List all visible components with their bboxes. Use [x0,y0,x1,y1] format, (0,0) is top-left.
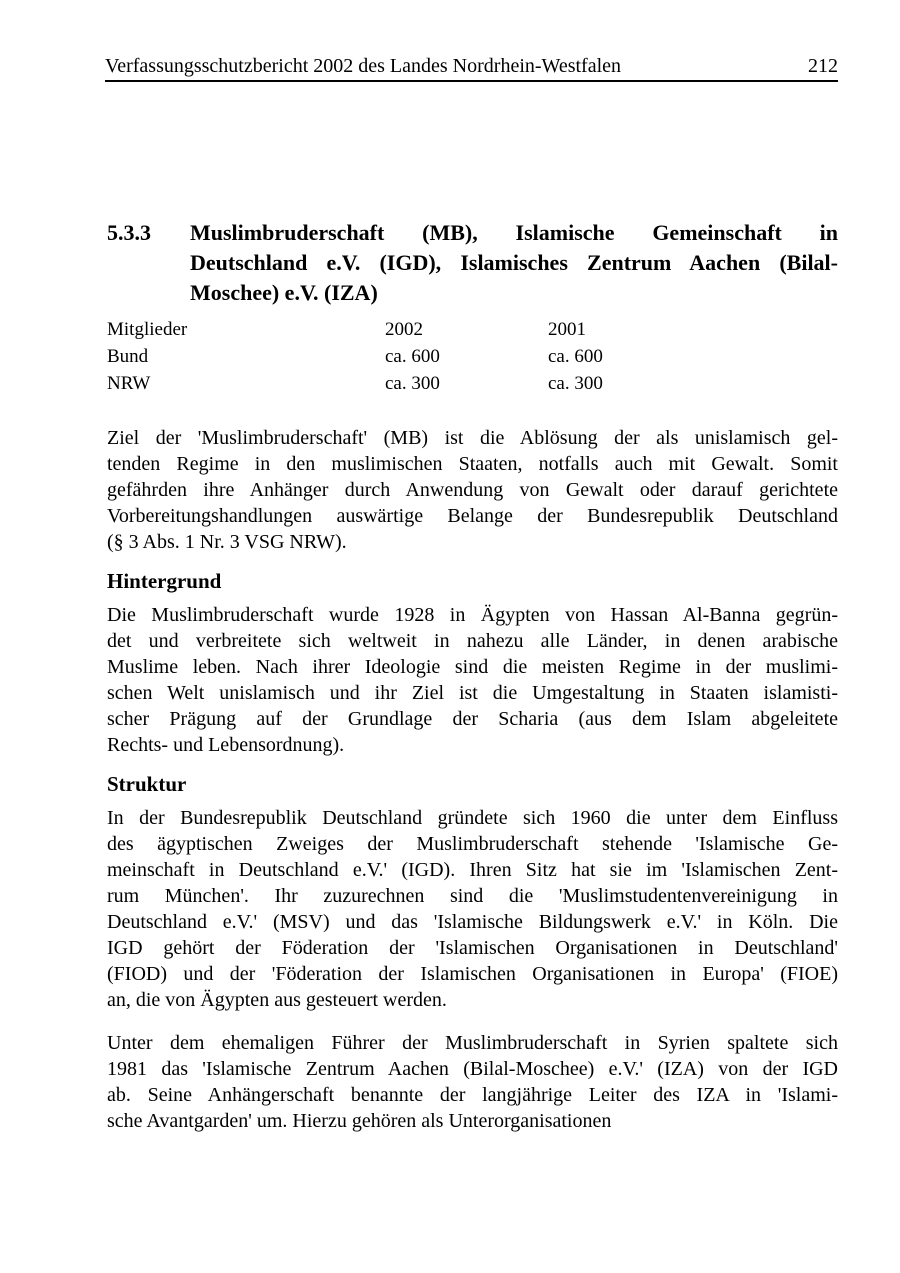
page-number: 212 [808,55,838,77]
text-line: schen Welt unislamisch und ihr Ziel ist die Umgestaltung in Staaten islamisti- [107,682,838,704]
text-line: Rechts- und Lebensordnung). [107,734,345,756]
text-line: tenden Regime in den muslimischen Staaten, notfalls auch mit Gewalt. Somit [107,453,838,475]
section-subheading: Hintergrund [107,569,222,593]
paragraph [107,805,838,1013]
section-title-line: Moschee) e.V. (IZA) [190,280,378,305]
table-row [107,370,838,397]
text-line: meinschaft in Deutschland e.V.' (IGD). Ihren Sitz hat sie im 'Islamischen Zent- [107,859,838,881]
members-table [107,316,838,397]
text-line: an, die von Ägypten aus gesteuert werden. [107,989,447,1011]
document-body [107,425,838,1134]
text-line: (FIOD) und der 'Föderation der Islamischen Organisationen in Europa' (FIOE) [107,963,838,985]
text-line: det und verbreitete sich weltweit in nahezu alle Länder, in denen arabische [107,630,838,652]
text-line: Deutschland e.V.' (MSV) und das 'Islamische Bildungswerk e.V.' in Köln. Die [107,911,838,933]
section-heading [107,218,838,308]
table-row [107,316,838,343]
table-cell: ca. 300 [548,373,603,394]
table-cell: ca. 600 [548,346,603,367]
text-line: scher Prägung auf der Grundlage der Scharia (aus dem Islam abgeleitete [107,708,838,730]
text-line: 1981 das 'Islamische Zentrum Aachen (Bilal-Moschee) e.V.' (IZA) von der IGD [107,1058,838,1080]
section-title [190,218,838,308]
paragraph [107,425,838,555]
paragraph [107,1030,838,1134]
text-line: rum München'. Ihr zuzurechnen sind die 'Muslimstudentenvereinigung in [107,885,838,907]
text-line: In der Bundesrepublik Deutschland gründete sich 1960 die unter dem Einfluss [107,807,838,829]
table-cell: ca. 300 [385,373,440,394]
text-line: sche Avantgarden' um. Hierzu gehören als Unterorganisationen [107,1110,612,1132]
table-cell: 2001 [548,319,586,340]
text-line: ab. Seine Anhängerschaft benannte der langjährige Leiter des IZA in 'Islami- [107,1084,838,1106]
paragraph [107,602,838,758]
section-title-line: Muslimbruderschaft (MB), Islamische Gemeinschaft in [190,220,838,245]
table-row [107,343,838,370]
table-cell: Bund [107,346,149,367]
text-line: Vorbereitungshandlungen auswärtige Belange der Bundesrepublik Deutschland [107,505,838,527]
text-line: (§ 3 Abs. 1 Nr. 3 VSG NRW). [107,531,347,553]
running-header [105,54,838,82]
text-line: Ziel der 'Muslimbruderschaft' (MB) ist die Ablösung der als unislamisch gel- [107,427,838,449]
text-line: Unter dem ehemaligen Führer der Muslimbruderschaft in Syrien spaltete sich [107,1032,838,1054]
text-line: Die Muslimbruderschaft wurde 1928 in Ägypten von Hassan Al-Banna gegrün- [107,604,838,626]
section-title-line: Deutschland e.V. (IGD), Islamisches Zentrum Aachen (Bilal- [190,250,838,275]
section-subheading: Struktur [107,772,187,796]
running-header-title: Verfassungsschutzbericht 2002 des Landes Nordrhein-Westfalen [105,55,622,77]
table-cell: ca. 600 [385,346,440,367]
text-line: des ägyptischen Zweiges der Muslimbruderschaft stehende 'Islamische Ge- [107,833,838,855]
table-cell: NRW [107,373,151,394]
table-cell: Mitglieder [107,319,188,340]
text-line: gefährden ihre Anhänger durch Anwendung von Gewalt oder darauf gerichtete [107,479,838,501]
page-content [107,218,838,1134]
section-number: 5.3.3 [107,220,151,245]
text-line: Muslime leben. Nach ihrer Ideologie sind die meisten Regime in der muslimi- [107,656,838,678]
text-line: IGD gehört der Föderation der 'Islamischen Organisationen in Deutschland' [107,937,838,959]
table-cell: 2002 [385,319,423,340]
